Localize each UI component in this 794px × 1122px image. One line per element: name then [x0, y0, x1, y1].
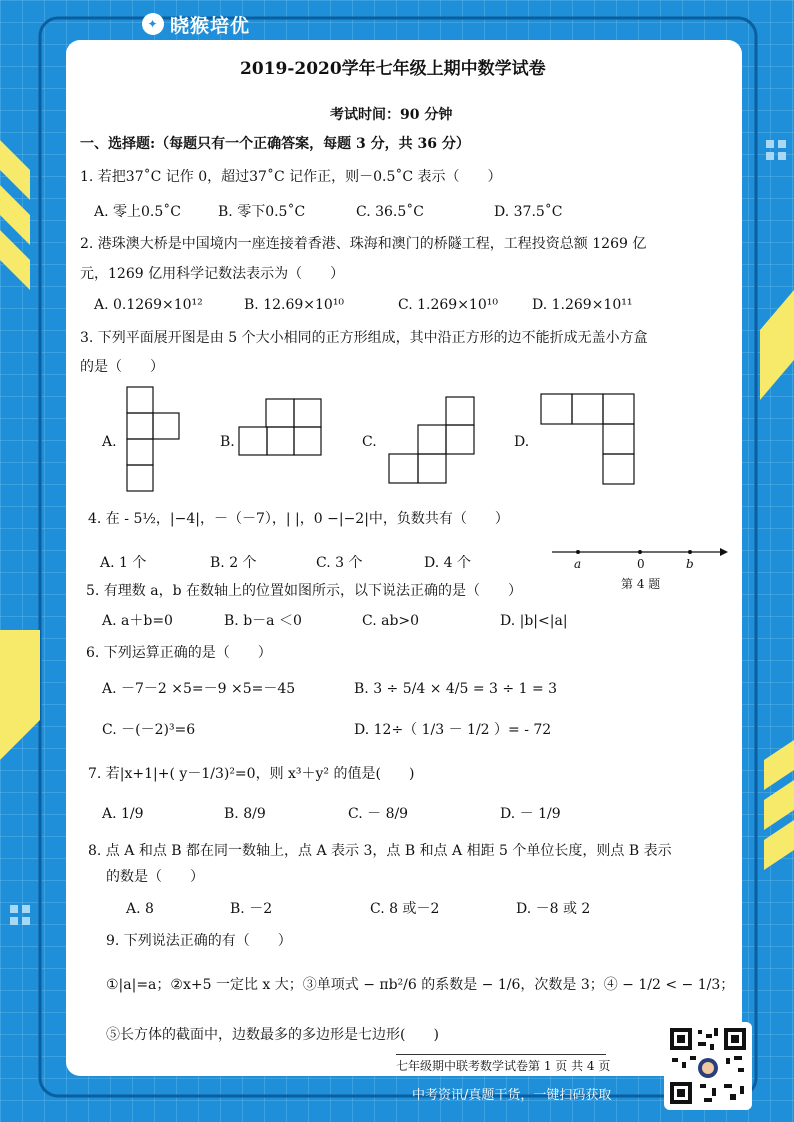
- exam-time: 考试时间：90 分钟: [330, 107, 453, 123]
- q8-option-a: A. 8: [126, 901, 154, 917]
- q5-option-d: D. |b|<|a|: [500, 613, 568, 629]
- q2-stem-1: 2. 港珠澳大桥是中国境内一座连接着香港、珠海和澳门的桥隧工程，工程投资总额 1269 亿: [80, 236, 647, 252]
- q6-option-b: B. 3 ÷ 5/4 × 4/5 = 3 ÷ 1 = 3: [354, 681, 558, 697]
- q5-option-c: C. ab>0: [362, 613, 420, 629]
- q8-option-c: C. 8 或－2: [370, 901, 440, 917]
- q8-stem-1: 8. 点 A 和点 B 都在同一数轴上，点 A 表示 3，点 B 和点 A 相距 5 个单位长度，则点 B 表示: [88, 843, 672, 859]
- q6-option-a: A. －7－2 ×5=－9 ×5=－45: [102, 681, 296, 697]
- q4-option-d: D. 4 个: [424, 555, 471, 571]
- q4-option-b: B. 2 个: [210, 555, 257, 571]
- footer-promo: 中考资讯/真题干货，一键扫码获取: [412, 1088, 612, 1103]
- q4-stem: 4. 在 - 5½，|−4|，－（－7），| |，0 −|−2|中，负数共有（ ）: [88, 511, 509, 527]
- axis-label-b: b: [686, 557, 694, 571]
- q9-stem: 9. 下列说法正确的有（ ）: [106, 933, 292, 949]
- q6-option-d: D. 12÷（ 1/3 － 1/2 ）= - 72: [354, 722, 552, 738]
- q7-option-d: D. － 1/9: [500, 806, 561, 822]
- axis-label-0: 0: [637, 557, 645, 571]
- q8-option-d: D. －8 或 2: [516, 901, 591, 917]
- q8-option-b: B. －2: [230, 901, 273, 917]
- page-title: 2019-2020学年七年级上期中数学试卷: [240, 59, 546, 79]
- monkey-logo-icon: ✦: [142, 13, 164, 35]
- brand-text: 晓猴培优: [170, 14, 251, 37]
- q3-stem-1: 3. 下列平面展开图是由 5 个大小相同的正方形组成，其中沿正方形的边不能折成无盖小方盒: [80, 330, 648, 346]
- q1-option-d: D. 37.5˚C: [494, 204, 563, 220]
- q4-option-c: C. 3 个: [316, 555, 363, 571]
- q2-option-a: A. 0.1269×10¹²: [94, 297, 203, 313]
- net-d-figure: [540, 393, 638, 487]
- figure-caption: 第 4 题: [621, 577, 661, 591]
- q3-label-c: C.: [362, 434, 377, 450]
- net-c-figure: [388, 396, 478, 486]
- q9-line-1: ①|a|=a；②x+5 一定比 x 大；③单项式 − πb²/6 的系数是 − 1/6，次数是 3；④ − 1/2 < − 1/3；: [106, 977, 735, 993]
- q2-option-d: D. 1.269×10¹¹: [532, 297, 633, 313]
- q2-option-b: B. 12.69×10¹⁰: [244, 297, 345, 313]
- q9-line-2: ⑤长方体的截面中，边数最多的多边形是七边形( ): [106, 1027, 439, 1043]
- q1-stem: 1. 若把37˚C 记作 0，超过37˚C 记作正，则－0.5˚C 表示（ ）: [80, 169, 502, 185]
- q3-label-b: B.: [220, 434, 235, 450]
- q6-stem: 6. 下列运算正确的是（ ）: [86, 645, 272, 661]
- net-b-figure: [238, 398, 322, 458]
- page-number: 七年级期中联考数学试卷第 1 页 共 4 页: [396, 1059, 611, 1073]
- q5-option-b: B. b－a ＜0: [224, 613, 302, 629]
- qr-code[interactable]: [664, 1022, 752, 1110]
- q1-option-c: C. 36.5˚C: [356, 204, 424, 220]
- q2-stem-2: 元，1269 亿用科学记数法表示为（ ）: [80, 266, 345, 282]
- q3-label-d: D.: [514, 434, 530, 450]
- q6-option-c: C. －(－2)³=6: [102, 722, 196, 738]
- q7-option-c: C. － 8/9: [348, 806, 409, 822]
- q7-stem: 7. 若|x+1|+( y－1/3)²=0，则 x³＋y² 的值是( ): [88, 766, 415, 782]
- q1-option-b: B. 零下0.5˚C: [218, 204, 306, 220]
- q5-stem: 5. 有理数 a，b 在数轴上的位置如图所示，以下说法正确的是（ ）: [86, 583, 523, 599]
- q7-option-b: B. 8/9: [224, 806, 266, 822]
- q2-option-c: C. 1.269×10¹⁰: [398, 297, 498, 313]
- section-heading: 一、选择题:（每题只有一个正确答案，每题 3 分，共 36 分）: [80, 136, 470, 152]
- axis-label-a: a: [574, 557, 582, 571]
- q7-option-a: A. 1/9: [102, 806, 144, 822]
- q8-stem-2: 的数是（ ）: [106, 869, 204, 885]
- q4-option-a: A. 1 个: [100, 555, 147, 571]
- footer-divider: [396, 1054, 606, 1055]
- net-a-figure: [126, 386, 184, 494]
- brand-logo: [142, 8, 250, 40]
- q3-stem-2: 的是（ ）: [80, 359, 164, 375]
- q3-label-a: A.: [102, 434, 117, 450]
- q1-option-a: A. 零上0.5˚C: [94, 204, 181, 220]
- q5-option-a: A. a＋b=0: [102, 613, 173, 629]
